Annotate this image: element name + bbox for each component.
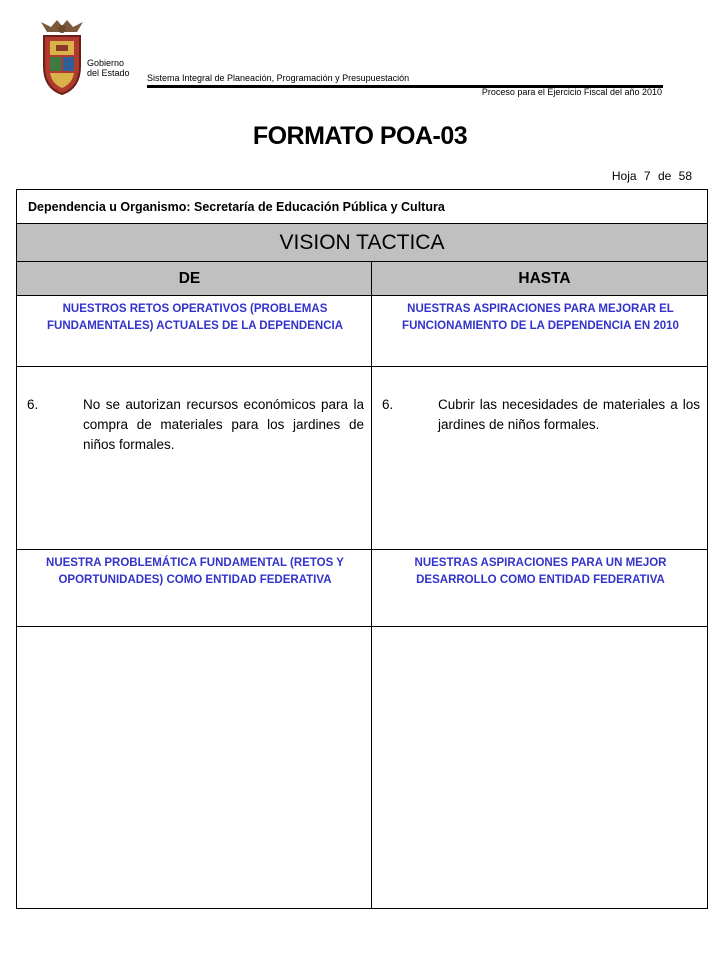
item-text: No se autorizan recursos económicos para la compra de materiales para los jardines de niños formales. [83,397,364,452]
process-text: Proceso para el Ejercicio Fiscal del año 2010 [481,87,662,97]
section2-right-heading: NUESTRAS ASPIRACIONES PARA UN MEJOR DESARROLLO COMO ENTIDAD FEDERATIVA [414,557,667,586]
column-header-row [17,262,707,296]
section2-left-heading: NUESTRA PROBLEMÁTICA FUNDAMENTAL (RETOS Y OPORTUNIDADES) COMO ENTIDAD FEDERATIVA [46,557,344,586]
section1-left-heading: NUESTROS RETOS OPERATIVOS (PROBLEMAS FUNDAMENTALES) ACTUALES DE LA DEPENDENCIA [46,303,344,332]
state-seal-logo [37,18,87,96]
vision-table [16,189,708,909]
section1-heading-divider [17,366,707,367]
form-title: FORMATO POA-03 [252,122,468,150]
section1-right-item [372,395,707,445]
dependency-row [17,190,707,224]
section1-left-item [17,395,371,465]
sheet-total: 58 [678,169,692,183]
item-number: 6. [382,397,394,412]
sheet-number: 7 [643,169,651,183]
section1-right-heading: NUESTRAS ASPIRACIONES PARA MEJORAR EL FUNCIONAMIENTO DE LA DEPENDENCIA EN 2010 [402,303,679,332]
government-line-2: del Estado [87,68,130,78]
sheet-indicator [608,169,692,183]
item-text: Cubrir las necesidades de materiales a los jardines de niños formales. [438,397,700,432]
sheet-de: de [657,169,672,183]
column-hasta: HASTA [518,270,571,287]
section2-left-empty-cell [17,627,371,907]
vision-title: VISION TACTICA [17,224,707,262]
section-divider [17,549,707,550]
dependency-text: Dependencia u Organismo: Secretaría de Educación Pública y Cultura [28,200,445,214]
system-title: Sistema Integral de Planeación, Programación y Presupuestación [147,73,410,83]
government-label [87,58,130,78]
item-number: 6. [27,397,39,412]
section2-right-empty-cell [372,627,707,907]
column-de: DE [178,270,201,287]
sheet-label: Hoja [611,169,637,183]
government-line-1: Gobierno [87,58,125,68]
